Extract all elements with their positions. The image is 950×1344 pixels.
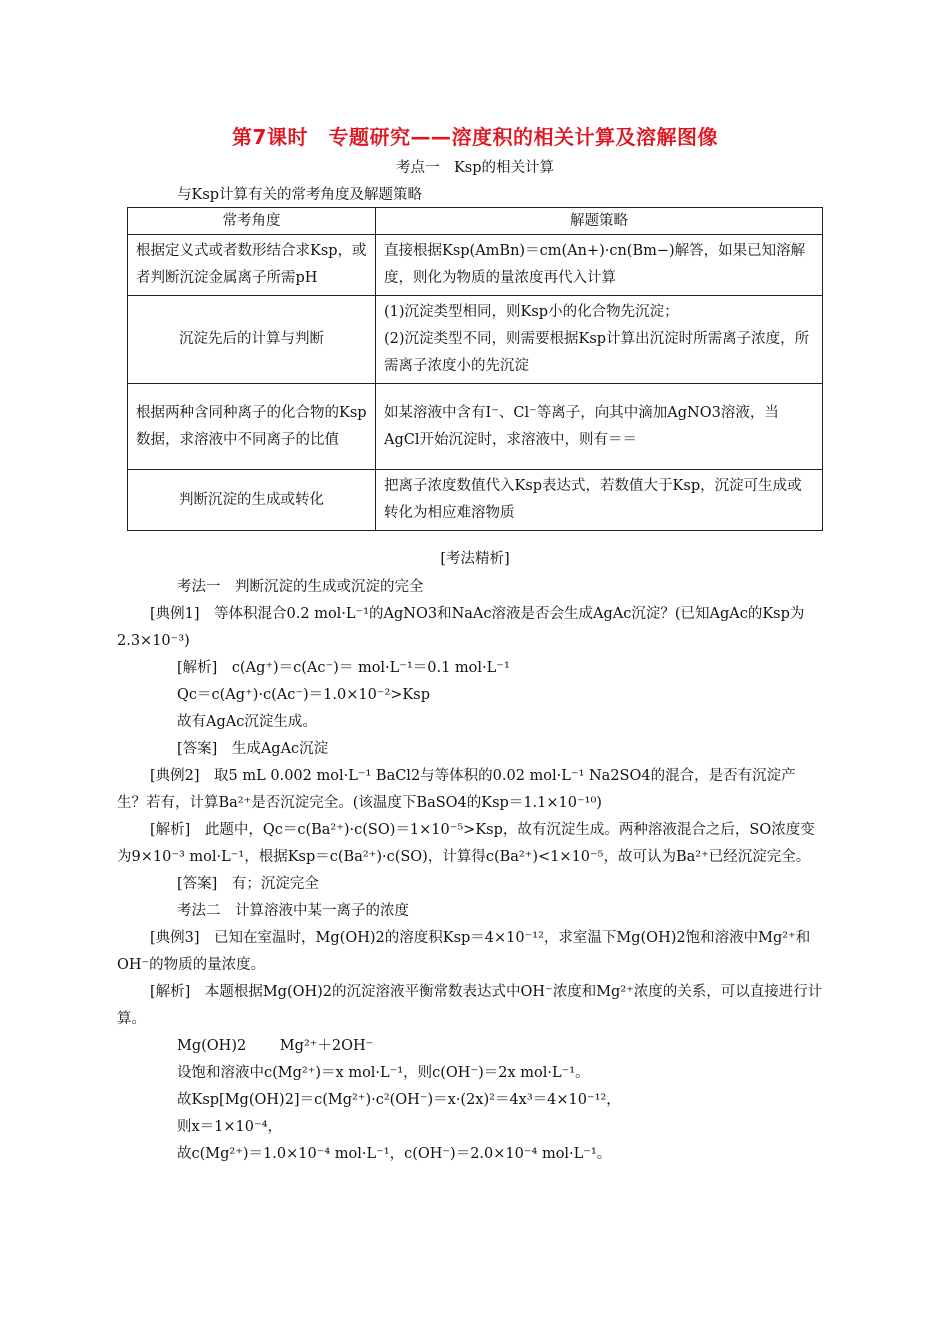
section-label: [考法精析] bbox=[440, 551, 510, 567]
text-line: 故有AgAc沉淀生成。 bbox=[177, 714, 317, 730]
equation-line: 故c(Mg²⁺)＝1.0×10⁻⁴ mol·L⁻¹，c(OH⁻)＝2.0×10⁻⁴ mol·L⁻¹。 bbox=[177, 1146, 612, 1162]
example-paragraph: [典例1] 等体积混合0.2 mol·L⁻¹的AgNO3和NaAc溶液是否会生成AgAc沉淀？(已知AgAc的Ksp为2.3×10⁻³) bbox=[117, 606, 805, 649]
table-cell: 根据两种含同种离子的化合物的Ksp数据，求溶液中不同离子的比值 bbox=[128, 384, 376, 470]
equation-line: 则x＝1×10⁻⁴， bbox=[177, 1119, 282, 1135]
table-cell: 直接根据Ksp(AmBn)＝cm(An+)·cn(Bm−)解答，如果已知溶解度，则化为物质的量浓度再代入计算 bbox=[376, 235, 823, 296]
example-paragraph: [典例2] 取5 mL 0.002 mol·L⁻¹ BaCl2与等体积的0.02 mol·L⁻¹ Na2SO4的混合，是否有沉淀产生？若有，计算Ba²⁺是否沉淀完全。(该温度下BaSO4的Ksp＝1.1×10⁻¹⁰) bbox=[117, 768, 796, 811]
table-cell: 根据定义式或者数形结合求Ksp，或者判断沉淀金属离子所需pH bbox=[128, 235, 376, 296]
equation-line: 故Ksp[Mg(OH)2]＝c(Mg²⁺)·c²(OH⁻)＝x·(2x)²＝4x³＝4×10⁻¹²， bbox=[177, 1092, 621, 1108]
table-row bbox=[128, 384, 823, 470]
header-cell: 常考角度 bbox=[128, 208, 376, 235]
header-cell: 解题策略 bbox=[376, 208, 823, 235]
table-cell: 沉淀先后的计算与判断 bbox=[128, 296, 376, 384]
table-row bbox=[128, 296, 823, 384]
analysis-paragraph: [解析] 此题中，Qc＝c(Ba²⁺)·c(SO)＝1×10⁻⁵>Ksp，故有沉淀生成。两种溶液混合之后，SO浓度变为9×10⁻³ mol·L⁻¹，根据Ksp＝c(Ba²⁺)·c(SO)，计算得c(Ba²⁺)<1×10⁻⁵，故可认为Ba²⁺已经沉淀完全。 bbox=[117, 822, 815, 865]
table-row bbox=[128, 235, 823, 296]
example-paragraph: [典例3] 已知在室温时，Mg(OH)2的溶度积Ksp＝4×10⁻¹²，求室温下Mg(OH)2饱和溶液中Mg²⁺和OH⁻的物质的量浓度。 bbox=[117, 930, 811, 973]
analysis-paragraph: [解析] c(Ag⁺)＝c(Ac⁻)＝ mol·L⁻¹＝0.1 mol·L⁻¹ bbox=[177, 660, 510, 676]
method-heading: 考法二 计算溶液中某一离子的浓度 bbox=[177, 903, 409, 919]
equation-line: 设饱和溶液中c(Mg²⁺)＝x mol·L⁻¹，则c(OH⁻)＝2x mol·L⁻¹。 bbox=[177, 1065, 590, 1081]
table-cell: 如某溶液中含有I⁻、Cl⁻等离子，向其中滴加AgNO3溶液，当AgCl开始沉淀时，求溶液中，则有＝＝ bbox=[376, 384, 823, 470]
answer-paragraph: [答案] 有；沉淀完全 bbox=[177, 876, 319, 892]
body-text bbox=[117, 574, 824, 1168]
answer-paragraph: [答案] 生成AgAc沉淀 bbox=[177, 741, 329, 757]
method-heading: 考法一 判断沉淀的生成或沉淀的完全 bbox=[177, 579, 424, 595]
strategy-table bbox=[127, 207, 823, 531]
analysis-paragraph: [解析] 本题根据Mg(OH)2的沉淀溶液平衡常数表达式中OH⁻浓度和Mg²⁺浓度的关系，可以直接进行计算。 bbox=[117, 984, 823, 1027]
equation-line: Qc＝c(Ag⁺)·c(Ac⁻)＝1.0×10⁻²>Ksp bbox=[177, 687, 430, 703]
equilibrium-equation: Mg(OH)2 Mg²⁺＋2OH⁻ bbox=[177, 1038, 374, 1054]
table-header-row bbox=[128, 208, 823, 235]
table-cell: 把离子浓度数值代入Ksp表达式，若数值大于Ksp，沉淀可生成或转化为相应难溶物质 bbox=[376, 470, 823, 531]
section-heading: 考点一 Ksp的相关计算 bbox=[395, 160, 555, 176]
table-cell: 判断沉淀的生成或转化 bbox=[128, 470, 376, 531]
table-cell: (1)沉淀类型相同，则Ksp小的化合物先沉淀； (2)沉淀类型不同，则需要根据Ksp计算出沉淀时所需离子浓度，所需离子浓度小的先沉淀 bbox=[376, 296, 823, 384]
table-row bbox=[128, 470, 823, 531]
page-title: 第7课时 专题研究——溶度积的相关计算及溶解图像 bbox=[232, 125, 718, 149]
intro-text: 与Ksp计算有关的常考角度及解题策略 bbox=[177, 187, 423, 203]
